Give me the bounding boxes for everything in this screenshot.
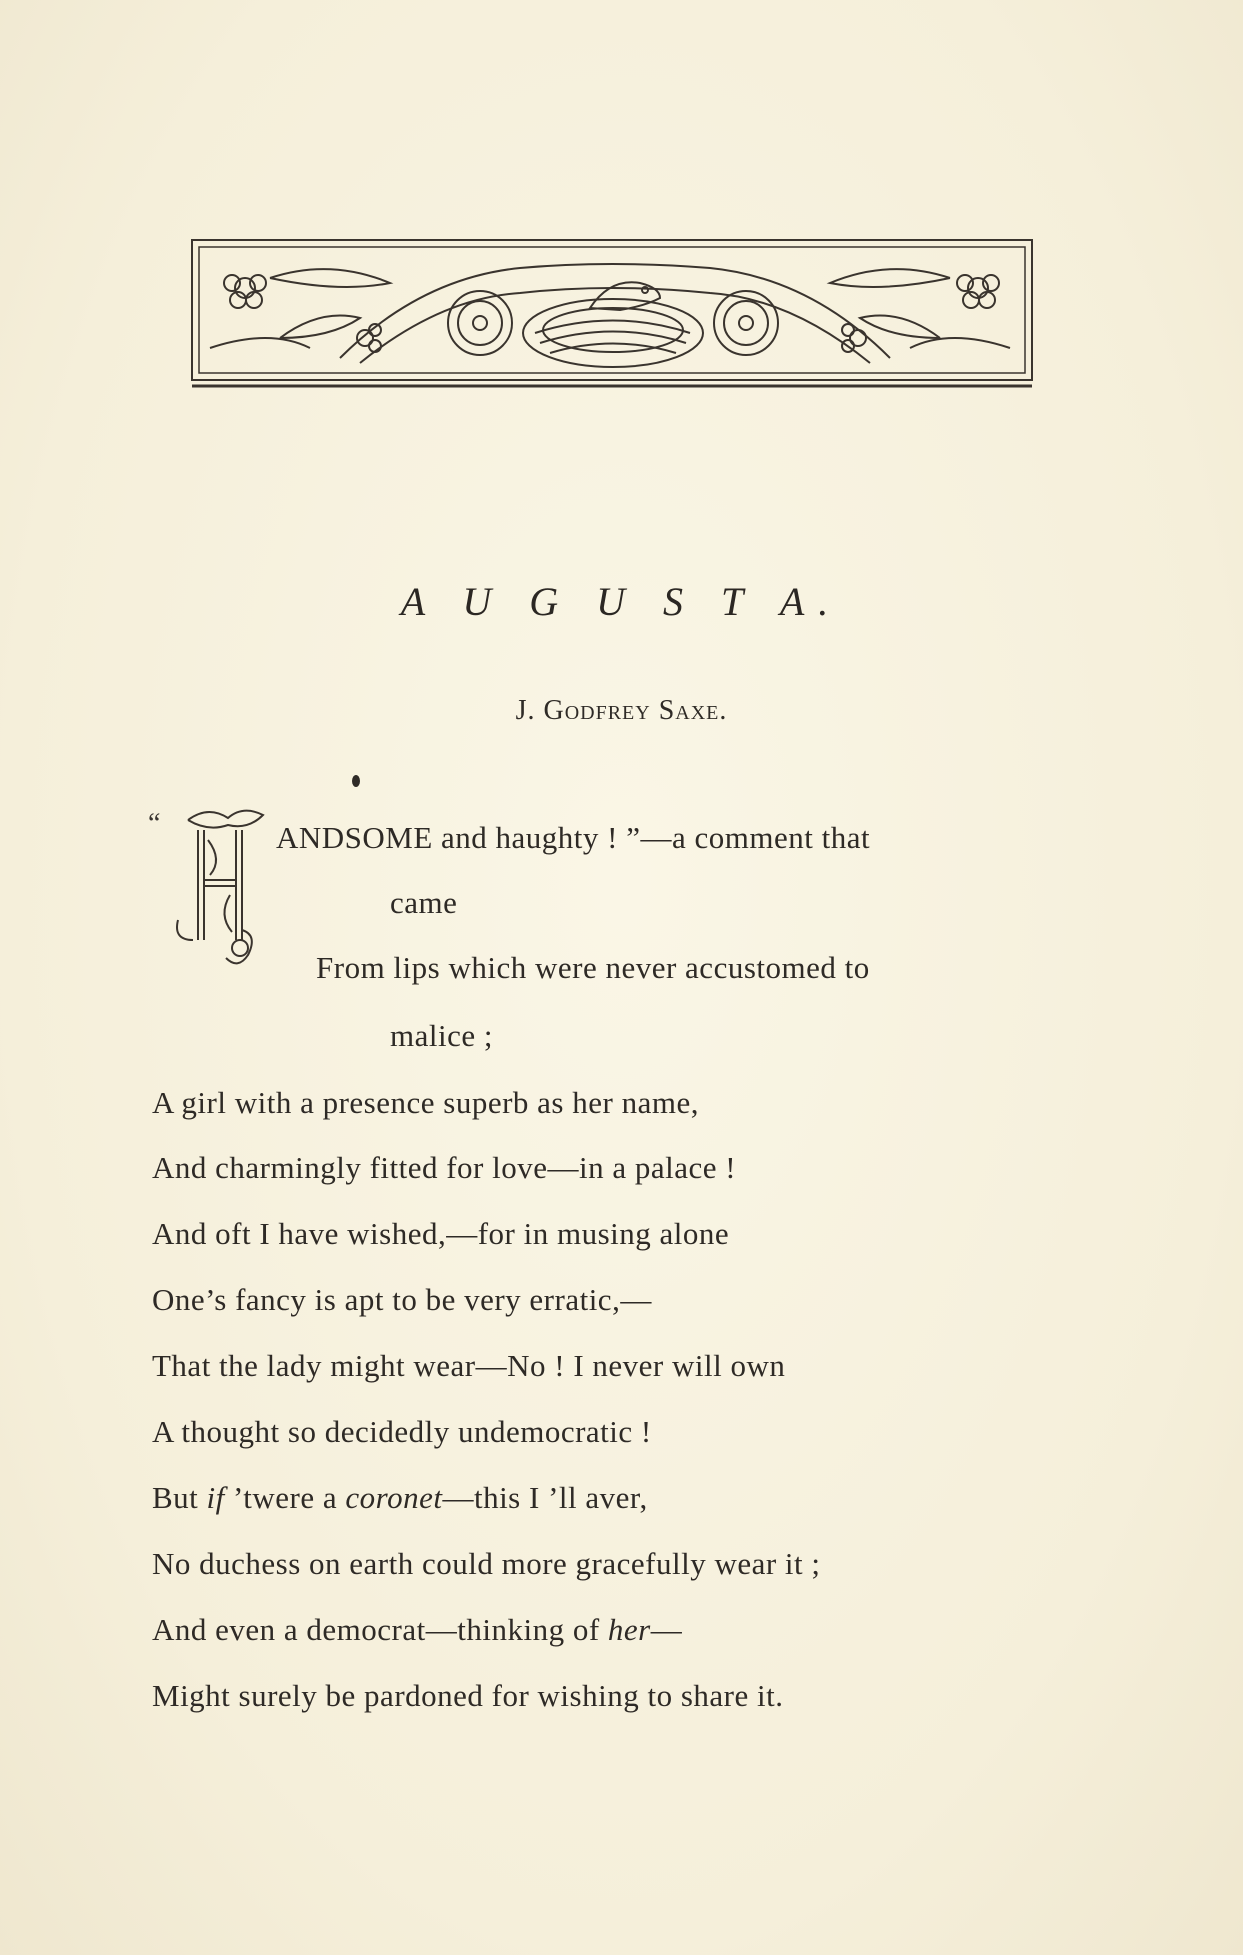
opening-quote: “ — [148, 808, 161, 839]
verse-line: And charmingly fitted for love—in a palace ! — [152, 1150, 737, 1185]
printer-mark — [352, 775, 360, 787]
verse-line: From lips which were never accustomed to — [316, 950, 870, 985]
poem-author: J. Godfrey Saxe. — [515, 695, 728, 726]
verse-line: ANDSOME and haughty ! ”—a comment that — [276, 820, 871, 855]
poem-title: A U G U S T A. — [400, 579, 843, 624]
decorated-drop-cap-h-icon — [168, 800, 276, 970]
verse-line: Might surely be pardoned for wishing to share it. — [152, 1678, 784, 1713]
verse-line: came — [390, 885, 458, 920]
verse-line: malice ; — [390, 1018, 493, 1053]
verse-line: One’s fancy is apt to be very erratic,— — [152, 1282, 652, 1317]
verse-line: And even a democrat—thinking of her— — [152, 1612, 683, 1647]
verse-line: But if ’twere a coronet—this I ’ll aver, — [152, 1480, 648, 1515]
verse-line: And oft I have wished,—for in musing alone — [152, 1216, 730, 1251]
verse-line: A girl with a presence superb as her name, — [152, 1085, 699, 1120]
verse-line: No duchess on earth could more gracefully wear it ; — [152, 1546, 821, 1581]
svg-text:H: H — [204, 918, 205, 919]
ornamental-headpiece-icon — [190, 238, 1036, 390]
verse-line: A thought so decidedly undemocratic ! — [152, 1414, 652, 1449]
verse-line: That the lady might wear—No ! I never will own — [152, 1348, 786, 1383]
